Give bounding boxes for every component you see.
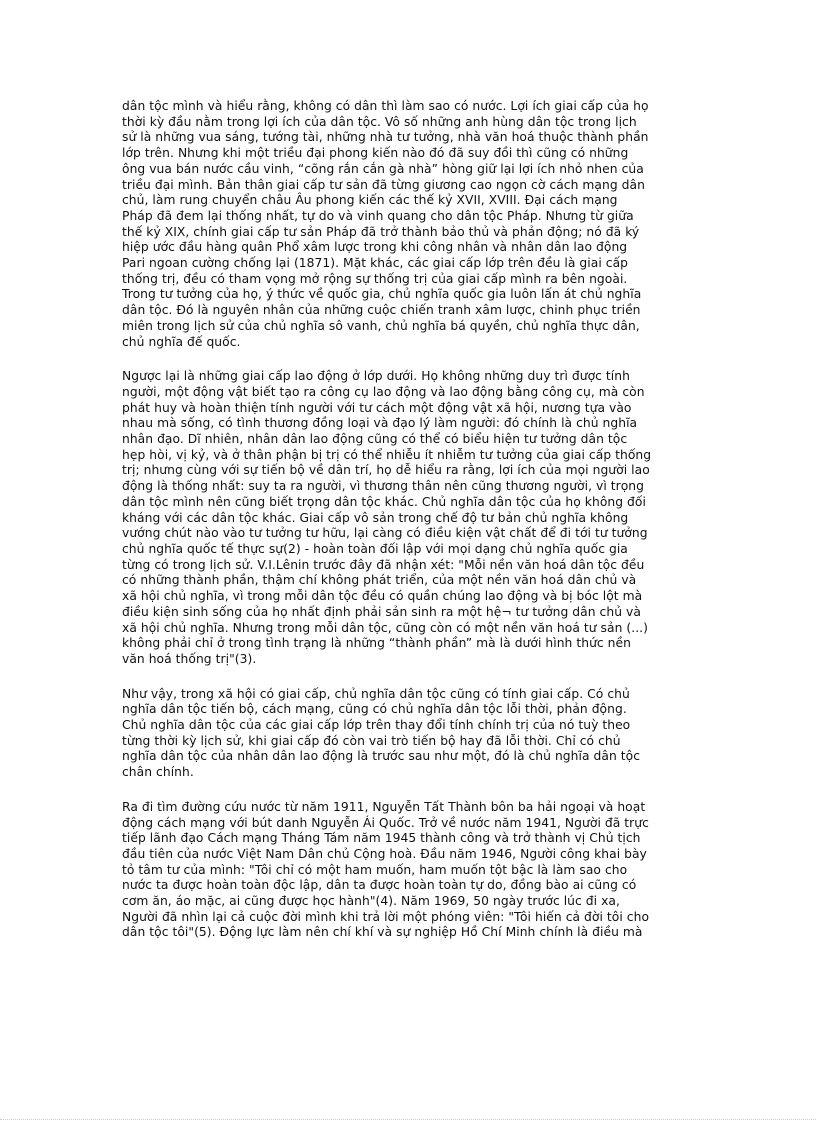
paragraph-2: Ngược lại là những giai cấp lao động ở lớp dưới. Họ không những duy trì được tính người, một động vật biết tạo ra công cụ lao động và lao động bằng công cụ, mà còn phát huy và hoàn thiện tính người với tư cách một động vật xã hội, nương tựa vào nhau mà sống, có tình thương đồng loại và đạo lý làm người: đó chính là chủ nghĩa nhân đạo. Dĩ nhiên, nhân dân lao động cũng có thể có biểu hiện tư tưởng dân tộc hẹp hòi, vị kỷ, và ở thân phận bị trị có thể nhiễu ít nhiễm tư tưởng của giai cấp thống trị; nhưng cùng với sự tiến bộ về dân trí, họ dễ hiểu ra rằng, lợi ích của mọi người lao động là thống nhất: suy ta ra người, vì thương thân nên cũng thương người, vì trọng dân tộc mình nên cũng biết trọng dân tộc khác. Chủ nghĩa dân tộc của họ không đối kháng với các dân tộc khác. Giai cấp vô sản trong chế độ tư bản chủ nghĩa không vướng chút nào vào tư tưởng tư hữu, lại càng có điều kiện vật chất để đi tới tư tưởng chủ nghĩa quốc tế thực sự(2) - hoàn toàn đối lập với mọi dạng chủ nghĩa quốc gia từng có trong lịch sử. V.I.Lênin trước đây đã nhận xét: "Mỗi nền văn hoá dân tộc đều có những thành phần, thậm chí không phát triển, của một nền văn hoá dân chủ và xã hội chủ nghĩa, vì trong mỗi dân tộc đều có quần chúng lao động và bị bóc lột mà điều kiện sinh sống của họ nhất định phải sản sinh ra một hệ¬ tư tưởng dân chủ và xã hội chủ nghĩa. Nhưng trong mỗi dân tộc, cũng còn có một nền văn hoá tư sản (...) không phải chỉ ở trong tình trạng là những “thành phần” mà là dưới hình thức nền văn hoá thống trị"(3). — [122, 369, 652, 666]
page-bottom-divider — [0, 1119, 816, 1120]
document-body — [122, 99, 702, 960]
paragraph-3: Như vậy, trong xã hội có giai cấp, chủ nghĩa dân tộc cũng có tính giai cấp. Có chủ nghĩa dân tộc tiến bộ, cách mạng, cũng có chủ nghĩa dân tộc lỗi thời, phản động. Chủ nghĩa dân tộc của các giai cấp lớp trên thay đổi tính chính trị của nó tuỳ theo từng thời kỳ lịch sử, khi giai cấp đó còn vai trò tiến bộ hay đã lỗi thời. Chỉ có chủ nghĩa dân tộc của nhân dân lao động là trước sau như một, đó là chủ nghĩa dân tộc chân chính. — [122, 686, 641, 780]
paragraph-1: dân tộc mình và hiểu rằng, không có dân thì làm sao có nước. Lợi ích giai cấp của họ thời kỳ đầu nằm trong lợi ích của dân tộc. Vô số những anh hùng dân tộc trong lịch sử là những vua sáng, tướng tài, những nhà tư tưởng, nhà văn hoá thuộc thành phần lớp trên. Nhưng khi một triều đại phong kiến nào đó đã suy đồi thì cũng có những ông vua bán nước cầu vinh, “cõng rắn cắn gà nhà” hòng giữ lại lợi ích nhỏ nhen của triều đại mình. Bản thân giai cấp tư sản đã từng giương cao ngọn cờ cách mạng dân chủ, làm rung chuyển châu Âu phong kiến các thế kỷ XVII, XVIII. Đại cách mạng Pháp đã đem lại thống nhất, tự do và vinh quang cho dân tộc Pháp. Nhưng từ giữa thế kỷ XIX, chính giai cấp tư sản Pháp đã trở thành bảo thủ và phản động; nó đã ký hiệp ước đầu hàng quân Phổ xâm lược trong khi công nhân và nhân dân lao động Pari ngoan cường chống lại (1871). Mặt khác, các giai cấp lớp trên đều là giai cấp thống trị, đều có tham vọng mở rộng sự thống trị của giai cấp mình ra bên ngoài. Trong tư tưởng của họ, ý thức về quốc gia, chủ nghĩa quốc gia luôn lấn át chủ nghĩa dân tộc. Đó là nguyên nhân của những cuộc chiến tranh xâm lược, chinh phục triền miên trong lịch sử của chủ nghĩa sô vanh, chủ nghĩa bá quyền, chủ nghĩa thực dân, chủ nghĩa đế quốc. — [122, 99, 649, 349]
paragraph-4: Ra đi tìm đường cứu nước từ năm 1911, Nguyễn Tất Thành bôn ba hải ngoại và hoạt động cách mạng với bút danh Nguyễn Ái Quốc. Trở về nước năm 1941, Người đã trực tiếp lãnh đạo Cách mạng Tháng Tám năm 1945 thành công và trở thành vị Chủ tịch đầu tiên của nước Việt Nam Dân chủ Cộng hoà. Đầu năm 1946, Người công khai bày tỏ tâm tư của mình: "Tôi chỉ có một ham muốn, ham muốn tột bậc là làm sao cho nước ta được hoàn toàn độc lập, dân ta được hoàn toàn tự do, đồng bào ai cũng có cơm ăn, áo mặc, ai cũng được học hành"(4). Năm 1969, 50 ngày trước lúc đi xa, Người đã nhìn lại cả cuộc đời mình khi trả lời một phóng viên: "Tôi hiến cả đời tôi cho dân tộc tôi"(5). Động lực làm nên chí khí và sự nghiệp Hồ Chí Minh chính là điều mà — [122, 799, 650, 940]
